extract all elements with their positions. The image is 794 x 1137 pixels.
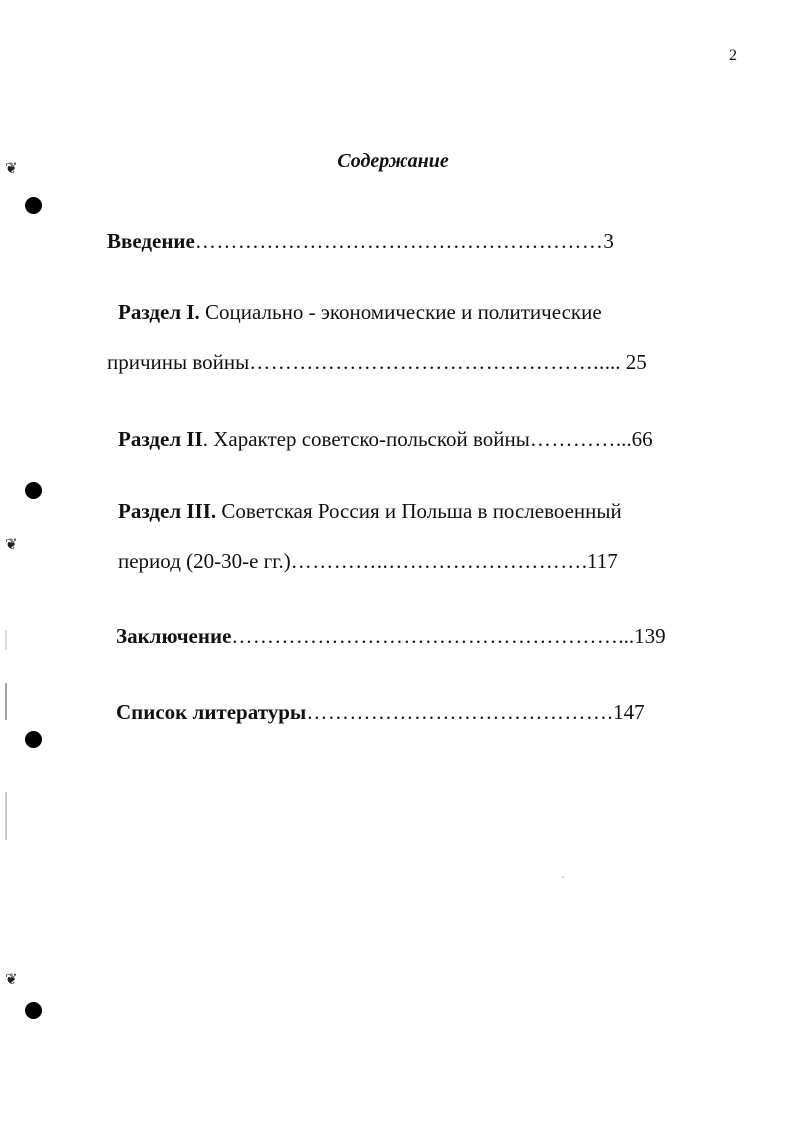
toc-page-number: .117 <box>581 549 618 573</box>
toc-leader-dots: ………… <box>529 427 616 451</box>
toc-entry-intro[interactable] <box>107 228 614 254</box>
binder-mark-icon: ❦ <box>5 161 18 177</box>
toc-page-number: 3 <box>603 229 614 253</box>
toc-page-number: ...139 <box>618 624 666 648</box>
toc-leader-dots: ………………………………………………… <box>194 229 604 253</box>
toc-entry-label: Раздел I. <box>118 300 200 324</box>
toc-page-number: ... 25 <box>604 350 647 374</box>
toc-leader-dots: ……………………………………. <box>306 700 614 724</box>
toc-leader-dots: ………………………………………….. <box>249 350 605 374</box>
toc-entry-label: Заключение <box>116 624 232 648</box>
toc-entry-label: Раздел II <box>118 427 203 451</box>
toc-entry-section1-line2[interactable] <box>107 349 647 375</box>
toc-entry-section3-line2[interactable] <box>118 548 618 574</box>
toc-entry-text: . Характер советско-польской войны <box>202 427 530 451</box>
binder-mark-icon: ❦ <box>5 537 18 553</box>
toc-entry-conclusion[interactable] <box>116 623 666 649</box>
toc-entry-text: причины войны <box>107 350 250 374</box>
toc-entry-label: Введение <box>107 229 195 253</box>
toc-entry-label: Раздел III. <box>118 499 217 523</box>
binder-mark-icon: ❦ <box>5 972 18 988</box>
toc-page-number: 147 <box>613 700 645 724</box>
toc-entry-text: период (20-30-е гг.) <box>118 549 291 573</box>
toc-page-number: ...66 <box>615 427 653 451</box>
toc-entry-text: Советская Россия и Польша в послевоенный <box>216 499 622 523</box>
page-title: Содержание <box>337 150 449 172</box>
toc-entry-section3-line1[interactable] <box>118 498 622 524</box>
page-number: 2 <box>729 47 737 64</box>
toc-entry-section1-line1[interactable] <box>118 299 602 325</box>
toc-leader-dots: …………..……………………… <box>290 549 582 573</box>
toc-leader-dots: ……………………………………………… <box>231 624 619 648</box>
toc-entry-label: Список литературы <box>116 700 307 724</box>
toc-entry-text: Социально - экономические и политические <box>199 300 602 324</box>
toc-entry-section2[interactable] <box>118 426 653 452</box>
toc-entry-bibliography[interactable] <box>116 699 645 725</box>
